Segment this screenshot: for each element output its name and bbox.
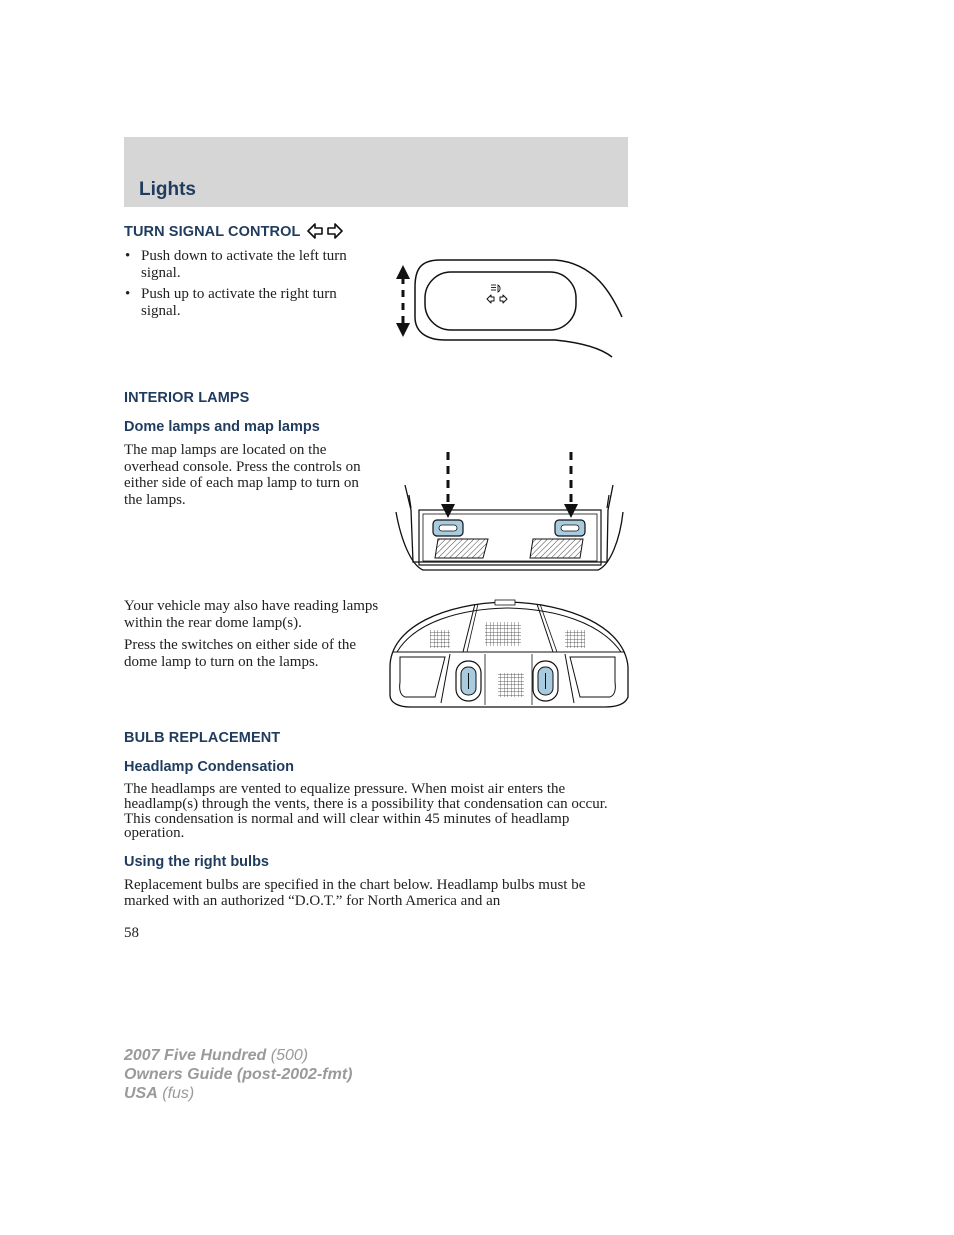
footer-line-2 — [124, 1065, 352, 1084]
bullet-item-left: • Push down to activate the left turn signal. — [124, 248, 379, 281]
right-bulbs-subheading: Using the right bulbs — [124, 854, 269, 870]
turn-signal-heading-text: TURN SIGNAL CONTROL — [124, 224, 301, 240]
footer-market: USA — [124, 1085, 158, 1102]
bulb-replacement-heading: BULB REPLACEMENT — [124, 730, 281, 746]
headlamp-condensation-subheading: Headlamp Condensation — [124, 759, 294, 775]
headlamp-condensation-paragraph: The headlamps are vented to equalize pressure. When moist air enters the headlamp(s) through the vents, there is a possibility that condensation can occur. This condensation is normal and will clear within 45 minutes of headlamp operation. — [124, 781, 608, 842]
page-title: Lights — [139, 179, 196, 200]
interior-lamps-heading: INTERIOR LAMPS — [124, 390, 250, 406]
map-lamp-console-illustration — [393, 450, 628, 575]
footer-guide: Owners Guide (post-2002-fmt) — [124, 1066, 353, 1083]
page-number: 58 — [124, 925, 139, 941]
footer-model: 2007 Five Hundred — [124, 1047, 267, 1064]
dome-map-lamps-subheading: Dome lamps and map lamps — [124, 419, 320, 435]
footer-line-3 — [124, 1084, 352, 1103]
turn-signal-stalk-illustration — [390, 255, 630, 365]
reading-lamps-paragraph: Your vehicle may also have reading lamps within the rear dome lamp(s). — [124, 598, 379, 631]
footer-market-code: (fus) — [162, 1085, 195, 1102]
footer-model-code: (500) — [270, 1047, 309, 1064]
turn-signal-arrows-icon — [307, 223, 343, 239]
right-bulbs-paragraph: Replacement bulbs are specified in the chart below. Headlamp bulbs must be marked with an authorized “D.O.T.” for North America and an — [124, 877, 586, 909]
map-lamps-paragraph: The map lamps are located on the overhead console. Press the controls on either side of each map lamp to turn on the lamps. — [124, 442, 361, 508]
turn-signal-bullet-list — [124, 248, 379, 324]
dome-switch-paragraph: Press the switches on either side of the dome lamp to turn on the lamps. — [124, 637, 357, 670]
bullet-item-right: • Push up to activate the right turn signal. — [124, 286, 379, 319]
footer-line-1 — [124, 1046, 352, 1065]
document-footer — [124, 1046, 352, 1103]
rear-dome-lamp-illustration — [385, 597, 630, 712]
turn-signal-heading — [124, 223, 343, 240]
section-header-band — [124, 137, 628, 207]
